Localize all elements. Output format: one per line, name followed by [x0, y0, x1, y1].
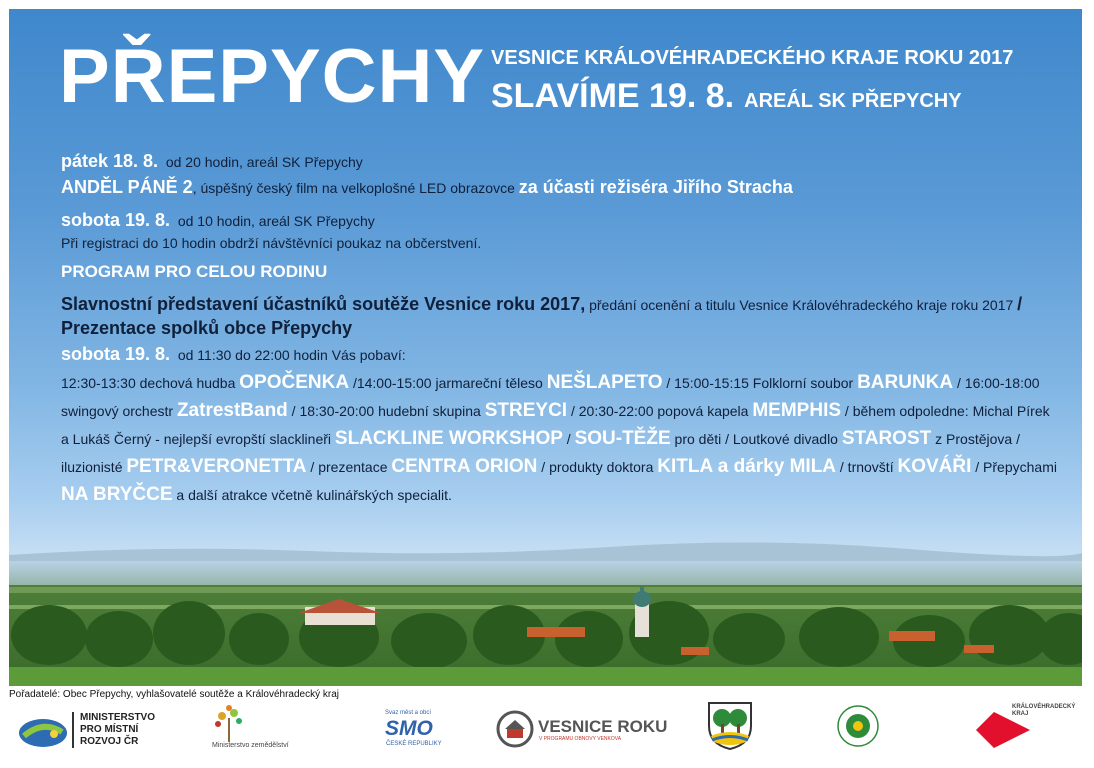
coat-of-arms-icon	[706, 700, 754, 750]
saturday-afternoon-line	[61, 342, 1061, 366]
program-text: / 20:30-22:00 popová kapela	[567, 402, 753, 419]
program-text: / produkty doktora	[537, 458, 658, 475]
ceremony-paragraph	[61, 292, 1061, 341]
vesnice-roku-emblem-icon	[496, 710, 534, 748]
tree-logo-icon	[212, 704, 246, 742]
event-poster	[9, 9, 1082, 686]
mmr-line: ROZVOJ ČR	[80, 736, 139, 747]
program-text: z Prostějova / iluzionisté	[61, 430, 1020, 475]
vesnice-roku-title: VESNICE ROKU	[538, 717, 668, 736]
film-description: , úspěšný český film na velkoplošné LED obrazovce	[192, 180, 515, 197]
film-director: za účasti režiséra Jiřího Stracha	[518, 177, 793, 198]
saturday-time: od 10 hodin, areál SK Přepychy	[177, 212, 375, 229]
celebrate-date: SLAVÍME 19. 8.	[491, 77, 735, 115]
performer-name: STAROST	[841, 427, 932, 449]
performer-name: ZatrestBand	[176, 399, 288, 421]
program-text: / 15:00-15:15 Folklorní soubor	[662, 374, 858, 391]
performer-name: KITLA a dárky MILA	[657, 455, 837, 477]
mmr-line: MINISTERSTVO	[80, 712, 156, 723]
mze-logo-text: Ministerstvo zemědělství	[212, 742, 289, 749]
contest-subtitle: VESNICE KRÁLOVÉHRADECKÉHO KRAJE ROKU 2017	[491, 47, 1014, 69]
film-title: ANDĚL PÁNĚ 2	[61, 177, 193, 198]
saturday2-day: sobota 19. 8.	[61, 344, 171, 365]
friday-line	[61, 149, 1061, 173]
program-text: / prezentace	[306, 458, 392, 475]
performer-name: NEŠLAPETO	[546, 371, 663, 393]
performer-name: STREYCI	[484, 399, 568, 421]
performers-paragraph	[61, 369, 1061, 510]
kraj-line: KRAJ	[1012, 711, 1029, 718]
friday-time: od 20 hodin, areál SK Přepychy	[165, 154, 363, 170]
celebrate-line	[491, 79, 962, 113]
program-text: /	[562, 430, 575, 447]
program-text: / Přepychami	[971, 458, 1057, 475]
saturday-day: sobota 19. 8.	[61, 209, 171, 230]
performer-name: CENTRA ORION	[391, 455, 538, 477]
organizer-note: Pořadatelé: Obec Přepychy, vyhlašovatelé soutěže a Královéhradecký kraj	[9, 689, 339, 700]
village-title: PŘEPYCHY	[59, 34, 486, 119]
performer-name: OPOČENKA	[239, 371, 350, 393]
program-text	[61, 149, 1061, 509]
clubs-presentation: / Prezentace spolků obce Přepychy	[61, 293, 1023, 339]
saturday2-time: od 11:30 do 22:00 hodin Vás pobaví:	[177, 347, 406, 364]
friday-film-line	[61, 175, 1061, 199]
ceremony-description: předání ocenění a titulu Vesnice Královéhradeckého kraje roku 2017	[585, 296, 1018, 313]
performer-name: KOVÁŘI	[897, 455, 972, 477]
performer-name: BARUNKA	[857, 371, 954, 393]
program-text: / 16:00-18:00 swingový orchestr	[61, 374, 1040, 419]
mmr-line: PRO MÍSTNÍ	[80, 724, 139, 735]
performer-name: SLACKLINE WORKSHOP	[334, 427, 563, 449]
performer-name: PETR&VERONETTA	[126, 455, 307, 477]
performer-name: SOU-TĚŽE	[574, 427, 671, 449]
program-text: / 18:30-20:00 hudební skupina	[287, 402, 485, 419]
program-text: / během odpoledne: Michal Pírek a Lukáš Černý - nejlepší evropští slacklineři	[61, 402, 1050, 447]
smo-logo-text: SMO	[385, 717, 433, 740]
family-heading: PROGRAM PRO CELOU RODINU	[61, 261, 328, 281]
program-text: / trnovští	[836, 458, 898, 475]
program-text: pro děti / Loutkové divadlo	[670, 430, 842, 447]
kraj-line: KRÁLOVÉHRADECKÝ	[1012, 704, 1076, 710]
vesnice-roku-subtitle: V PROGRAMU OBNOVY VENKOVA	[539, 736, 622, 742]
program-text: a další atrakce včetně kulinářských specialit.	[172, 487, 452, 504]
performer-name: NA BRYČCE	[61, 484, 173, 506]
saturday-morning-line	[61, 208, 1061, 232]
mmr-logo-text	[72, 712, 155, 748]
smo-top-text: Svaz měst a obcí	[385, 710, 432, 716]
program-text: /14:00-15:00 jarmareční těleso	[349, 374, 547, 391]
friday-day: pátek 18. 8.	[61, 151, 159, 171]
kraj-logo-text	[1012, 704, 1075, 718]
ceremony-title: Slavnostní představení účastníků soutěže Vesnice roku 2017,	[61, 293, 586, 314]
smo-bottom-text: ČESKÉ REPUBLIKY	[386, 741, 442, 747]
spov-logo-icon	[836, 704, 880, 748]
venue-label: AREÁL SK PŘEPYCHY	[744, 90, 962, 112]
registration-note: Při registraci do 10 hodin obdrží návštěvníci poukaz na občerstvení.	[61, 234, 482, 251]
landscape-photo	[9, 527, 1082, 686]
mmr-logo-icon	[18, 718, 68, 748]
program-text: 12:30-13:30 dechová hudba	[61, 374, 240, 391]
partner-logos	[0, 700, 1094, 762]
performer-name: MEMPHIS	[752, 399, 842, 421]
